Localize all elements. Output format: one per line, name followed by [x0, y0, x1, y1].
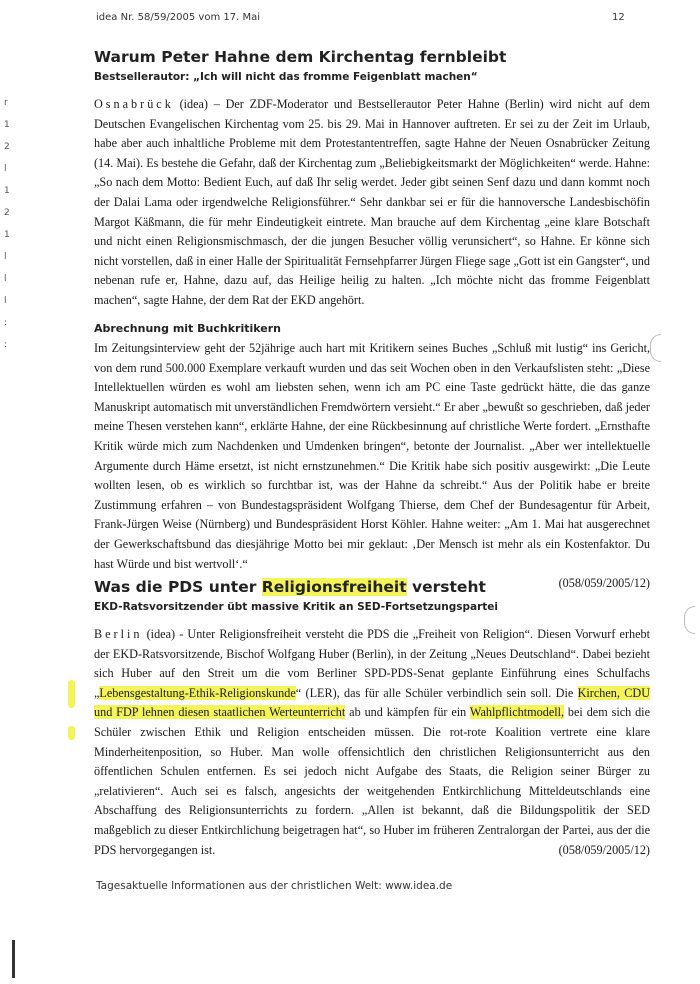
section-heading: Abrechnung mit Buchkritikern: [94, 322, 281, 335]
highlighter-mark: [68, 726, 75, 740]
article-title: Warum Peter Hahne dem Kirchentag fernbleibt: [94, 48, 507, 66]
section-text: Im Zeitungsinterview geht der 52jährige auch hart mit Kritikern seines Buches „Schluß mit lustig“ ins Gericht, von dem rund 500.000 Exemplare verkauft wurden und das seit Wochen oben in den Verkaufslisten steht: „Diese Intellektuellen würden es wohl am liebsten sehen, wenn ich am PC eine Taste gedrückt hätte, die das ganze Manuskript automatisch mit unverständlichen Fremdwörtern versieht.“ Er aber „bewußt so geschrieben, daß jeder meine Thesen verstehen kann“, erklärte Hahne, der eine Rückbesinnung auf christliche Werte fordert. „Ernsthafte Kritik würde mich zum Nachdenken und Umdenken bringen“, betonte der Journalist. „Aber wer intellektuelle Argumente durch Häme ersetzt, ist nicht ernstzunehmen.“ Die Kritik habe sich positiv ausgewirkt: „Die Leute wollten lesen, ob es wirklich so furchtbar ist, was der Hahne da schreibt.“ Aus der Politik habe er breite Zustimmung erfahren – von Bundestagspräsident Wolfgang Thierse, dem Chef der Bundesagentur für Arbeit, Frank-Jürgen Weise (Nürnberg) und Bundespräsident Horst Köhler. Hahne weiter: „Am 1. Mai hat ausgerechnet der Gewerkschaftsbund das diesjährige Motto bei mir geklaut: ‚Der Mensch ist mehr als ein Kostenfaktor. Du hast Würde und bist wertvoll‘.“: [94, 341, 650, 571]
scan-artifact: [684, 606, 695, 634]
article-title: Was die PDS unter Religionsfreiheit versteht: [94, 578, 486, 596]
highlighted-text: Kirchen, CDU und FDP lehnen diesen staatlichen Werteunterricht: [94, 685, 650, 720]
scan-edge: [12, 940, 15, 978]
section-body: [94, 339, 650, 594]
body-text: (idea) – Der ZDF-Moderator und Bestsellerautor Peter Hahne (Berlin) wird nicht auf dem Deutschen Evangelischen Kirchentag vom 25. bis 29. Mai in Hannover auftreten. Er sei zu der Zeit im Urlaub, habe aber auch inhaltliche Probleme mit dem Protestantentreffen, sagte Hahne der Neuen Osnabrücker Zeitung (14. Mai). Es bestehe die Gefahr, daß der Kirchentag zum „Beliebigkeitsmarkt der Möglichkeiten“ werde. Hahne: „So nach dem Motto: Bedient Euch, auf daß Ihr selig werdet. Jeder gibt seinen Senf dazu und dann kommt noch der Dalai Lama oder irgendwelche Religionsführer.“ Sehr dankbar sei er für die hannoversche Landesbischöfin Margot Käßmann, die für mehr Eindeutigkeit eintrete. Man brauche auf dem Kirchentag „eine klare Botschaft und nicht einen Religionsmischmasch, der die jungen Besucher völlig verunsichert“, so Hahne. Er könne sich nicht vorstellen, daß in einer Halle der Spiritualität Fernsehpfarrer Jürgen Fliege sage „Gott ist ein Gangster“, und nebenan rufe er, Hahne, dazu auf, das Heilige heilig zu halten. „Ich möchte nicht das fromme Feigenblatt machen“, sagte Hahne, der dem Rat der EKD angehört.: [94, 97, 651, 307]
scan-artifact: [650, 334, 661, 362]
dateline: Osnabrück: [94, 97, 174, 111]
article-subtitle: Bestsellerautor: „Ich will nicht das fromme Feigenblatt machen“: [94, 71, 478, 83]
dateline: Berlin: [94, 627, 143, 641]
margin-marks: r 1 2 l 1 2 1 l l l : :: [4, 98, 10, 350]
article-body: [94, 95, 650, 311]
highlighted-text: Lebensgestaltung-Ethik-Religionskunde: [99, 685, 296, 700]
page-number: 12: [612, 12, 625, 23]
issue-header: idea Nr. 58/59/2005 vom 17. Mai: [96, 12, 261, 23]
footer-note: Tagesaktuelle Informationen aus der christlichen Welt: www.idea.de: [96, 880, 453, 892]
article-subtitle: EKD-Ratsvorsitzender übt massive Kritik an SED-Fortsetzungspartei: [94, 601, 498, 613]
reference-number: (058/059/2005/12): [558, 576, 650, 591]
highlighted-text: Religionsfreiheit: [261, 578, 407, 596]
highlighter-mark: [68, 680, 75, 708]
article-body: Berlin (idea) - Unter Religionsfreiheit versteht die PDS die „Freiheit von Religion“. Diesen Vorwurf erhebt der EKD-Ratsvorsitzende, Bischof Wolfgang Huber (Berlin), in der Zeitung „Neues Deutschland“. Dabei bezieht sich Huber auf den Streit um die vom Berliner SPD-PDS-Senat geplante Einführung eines Schulfachs „Lebensgestaltung-Ethik-Religionskunde“ (LER), das für alle Schüler verbindlich sein soll. Die Kirchen, CDU und FDP lehnen diesen staatlichen Werteunterricht ab und kämpfen für ein Wahlpflichtmodell, bei dem sich die Schüler zwischen Ethik und Religion entscheiden müssen. Die rot-rote Koalition vertrete eine klare Minderheitenposition, so Huber. Man wolle offensichtlich den christlichen Religionsunterricht aus den öffentlichen Schulen entfernen. Es sei jedoch nicht Aufgabe des Staats, die Religion seiner Bürger zu „relativieren“. Auch sei es falsch, angesichts der weitgehenden Entkirchlichung Mitteldeutschlands eine Abschaffung des Religionsunterrichts zu fordern. „Allen ist bekannt, daß die Bildungspolitik der SED maßgeblich zu dieser Entkirchlichung beigetragen hat“, so Huber im früheren Zentralorgan der Partei, aus der die PDS hervorgegangen ist. (058/059/2005/12): [94, 625, 650, 860]
highlighted-text: Wahlpflichtmodell,: [469, 705, 565, 720]
reference-number: (058/059/2005/12): [558, 842, 650, 857]
